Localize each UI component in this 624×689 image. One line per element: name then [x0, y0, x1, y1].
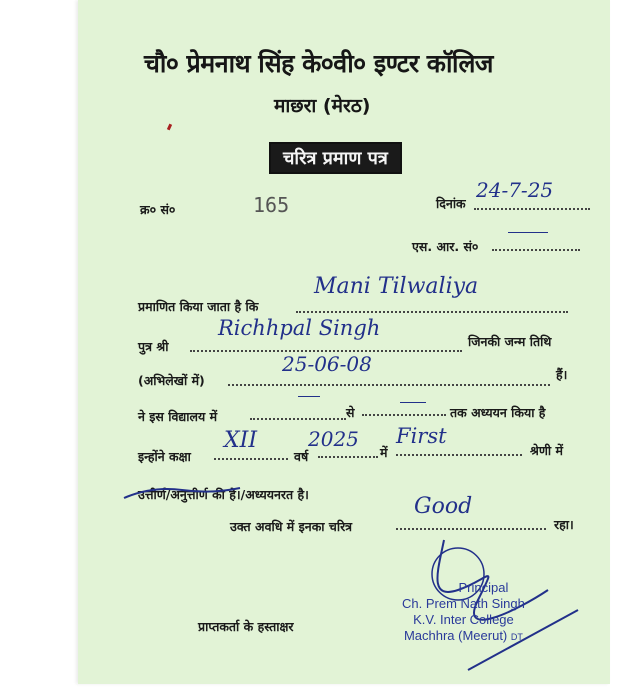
- character-label: उक्त अवधि में इनका चरित्र: [230, 519, 353, 534]
- father-name: Richhpal Singh: [218, 316, 381, 340]
- line3-end: हैं।: [556, 367, 568, 382]
- pass-status-text: उत्तीर्ण/अनुत्तीर्ण की है।/अध्ययनरत है।: [138, 487, 309, 502]
- year-label: वर्ष: [294, 449, 309, 464]
- recipient-signature-label: प्राप्तकर्ता के हस्ताक्षर: [198, 619, 294, 634]
- studied-label: तक अध्ययन किया है: [450, 405, 546, 420]
- student-name: Mani Tilwaliya: [314, 274, 479, 299]
- principal-stamp: [402, 580, 525, 645]
- character-end: रहा।: [554, 517, 574, 532]
- stamp-line-4-text: Machhra (Meerut): [403, 628, 508, 643]
- date-value: 24-7-25: [476, 178, 554, 202]
- sr-dash: [508, 232, 548, 233]
- serial-label: क्र० सं०: [140, 202, 176, 217]
- name-dots: [296, 311, 568, 313]
- class-label: इन्होंने कक्षा: [138, 449, 191, 464]
- to-label: से: [346, 405, 355, 420]
- dob-dash: [298, 396, 320, 397]
- date-dots: [474, 208, 590, 210]
- character-value: Good: [414, 494, 473, 519]
- college-location: माछरा (मेरठ): [274, 95, 371, 117]
- ink-mark: [167, 124, 172, 131]
- studied-from-label: ने इस विद्यालय में: [138, 409, 218, 424]
- certificate-title: चरित्र प्रमाण पत्र: [269, 142, 402, 174]
- records-label: (अभिलेखों में): [138, 373, 205, 388]
- to-dots: [362, 414, 446, 416]
- son-of-label: पुत्र श्री: [138, 339, 169, 354]
- year-dots: [318, 456, 378, 458]
- stamp-line-3: K.V. Inter College: [413, 612, 514, 627]
- stamp-line-1: Principal: [458, 580, 509, 595]
- class-value: XII: [224, 428, 258, 453]
- dob-dots: [228, 384, 550, 386]
- in-label: में: [380, 445, 388, 460]
- certify-label: प्रमाणित किया जाता है कि: [138, 299, 259, 314]
- certificate-paper: [78, 0, 610, 684]
- stamp-line-4: [402, 628, 525, 645]
- date-label: दिनांक: [436, 196, 466, 211]
- division-value: First: [396, 424, 447, 448]
- dob-label: जिनकी जन्म तिथि: [468, 334, 552, 349]
- stamp-suffix: DT: [510, 632, 523, 642]
- from-dots: [250, 418, 346, 420]
- year-value: 2025: [308, 427, 359, 451]
- sr-label: एस. आर. सं०: [412, 239, 479, 254]
- pass-status-underline: [122, 476, 242, 506]
- stamp-line-2: Ch. Prem Nath Singh: [402, 596, 525, 611]
- dob-value: 25-06-08: [282, 352, 372, 376]
- sr-dots: [492, 249, 580, 251]
- college-name: चौ० प्रेमनाथ सिंह के०वी० इण्टर कॉलिज: [144, 49, 493, 78]
- division-label: श्रेणी में: [530, 443, 563, 458]
- division-dots: [396, 454, 522, 456]
- to-dash: [400, 402, 426, 403]
- serial-number: 165: [253, 193, 290, 217]
- class-dots: [214, 458, 288, 460]
